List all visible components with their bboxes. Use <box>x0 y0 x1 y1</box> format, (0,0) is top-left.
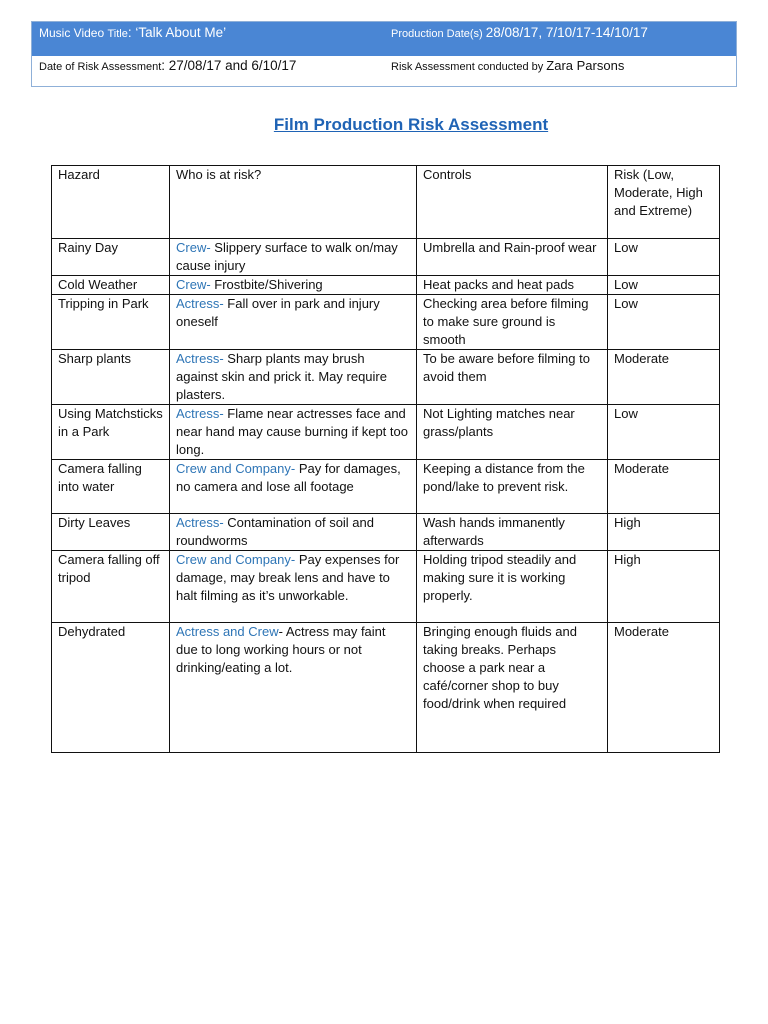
hazard-cell: Dirty Leaves <box>52 514 170 551</box>
who-label: Actress- <box>176 296 228 311</box>
hazard-cell: Camera falling off tripod <box>52 551 170 623</box>
who-label: Actress- <box>176 515 228 530</box>
hazard-cell: Using Matchsticks in a Park <box>52 405 170 460</box>
controls-cell: Bringing enough fluids and taking breaks. Perhaps choose a park near a café/corner shop to buy food/drink when required <box>417 623 608 753</box>
title-label: Music Video <box>39 26 108 40</box>
who-text: Pay for damages, no camera and lose all footage <box>176 461 401 494</box>
controls-cell: To be aware before filming to avoid them <box>417 350 608 405</box>
who-cell <box>170 460 417 514</box>
controls-cell: Umbrella and Rain-proof wear <box>417 239 608 276</box>
controls-cell: Keeping a distance from the pond/lake to prevent risk. <box>417 460 608 514</box>
who-cell <box>170 551 417 623</box>
who-cell <box>170 295 417 350</box>
table-row <box>52 350 720 405</box>
header-controls: Controls <box>417 166 608 239</box>
controls-cell: Heat packs and heat pads <box>417 276 608 295</box>
conducted-by <box>391 58 624 73</box>
conducted-value: Zara Parsons <box>546 58 625 73</box>
production-dates <box>391 25 648 40</box>
header-hazard: Hazard <box>52 166 170 239</box>
risk-cell: Low <box>608 239 720 276</box>
table-row <box>52 623 720 753</box>
who-cell <box>170 514 417 551</box>
who-text: Frostbite/Shivering <box>214 277 323 292</box>
conducted-label: Risk Assessment conducted by <box>391 61 547 73</box>
controls-cell: Holding tripod steadily and making sure it is working properly. <box>417 551 608 623</box>
music-video-title <box>39 25 226 40</box>
who-label: Crew and Company- <box>176 552 299 567</box>
document-title: Film Production Risk Assessment <box>273 115 549 134</box>
hazard-cell: Tripping in Park <box>52 295 170 350</box>
table-row <box>52 405 720 460</box>
table-row <box>52 551 720 623</box>
who-cell <box>170 405 417 460</box>
who-text: Fall over in park and injury oneself <box>176 296 380 329</box>
table-row <box>52 276 720 295</box>
production-label: Production Date(s) <box>391 28 486 40</box>
risk-cell: Low <box>608 276 720 295</box>
risk-cell: Low <box>608 295 720 350</box>
risk-table <box>51 165 720 753</box>
hazard-cell: Rainy Day <box>52 239 170 276</box>
header-who: Who is at risk? <box>170 166 417 239</box>
risk-cell: Low <box>608 405 720 460</box>
risk-cell: High <box>608 551 720 623</box>
controls-cell: Not Lighting matches near grass/plants <box>417 405 608 460</box>
controls-cell: Checking area before filming to make sure ground is smooth <box>417 295 608 350</box>
controls-cell: Wash hands immanently afterwards <box>417 514 608 551</box>
risk-cell: High <box>608 514 720 551</box>
who-cell <box>170 276 417 295</box>
who-label: Crew and Company- <box>176 461 299 476</box>
table-row <box>52 514 720 551</box>
who-text: - Actress may faint due to long working hours or not drinking/eating a lot. <box>176 624 386 675</box>
risk-cell: Moderate <box>608 623 720 753</box>
header-risk: Risk (Low, Moderate, High and Extreme) <box>608 166 720 239</box>
who-label: Actress- <box>176 406 228 421</box>
who-text: Flame near actresses face and near hand may cause burning if kept too long. <box>176 406 408 457</box>
hazard-cell: Cold Weather <box>52 276 170 295</box>
hazard-cell: Sharp plants <box>52 350 170 405</box>
production-value: 28/08/17, 7/10/17-14/10/17 <box>485 25 648 40</box>
who-label: Actress and Crew <box>176 624 279 639</box>
who-text: Slippery surface to walk on/may cause injury <box>176 240 398 273</box>
risk-cell: Moderate <box>608 460 720 514</box>
table-row <box>52 239 720 276</box>
risk-cell: Moderate <box>608 350 720 405</box>
who-text: Contamination of soil and roundworms <box>176 515 374 548</box>
table-header-row <box>52 166 720 239</box>
title-word: Title <box>107 28 128 40</box>
who-cell <box>170 239 417 276</box>
hazard-cell: Camera falling into water <box>52 460 170 514</box>
hazard-cell: Dehydrated <box>52 623 170 753</box>
assessment-date <box>39 58 296 73</box>
who-label: Actress- <box>176 351 228 366</box>
header-box <box>31 21 737 87</box>
date-value: : 27/08/17 and 6/10/17 <box>161 58 297 73</box>
who-label: Crew- <box>176 277 215 292</box>
who-cell <box>170 623 417 753</box>
who-label: Crew- <box>176 240 215 255</box>
date-label: Date of Risk Assessment <box>39 61 162 73</box>
title-value: : ‘Talk About Me’ <box>127 25 227 40</box>
table-row <box>52 295 720 350</box>
table-row <box>52 460 720 514</box>
who-cell <box>170 350 417 405</box>
who-text: Pay expenses for damage, may break lens and have to halt filming as it’s unworkable. <box>176 552 400 603</box>
who-text: Sharp plants may brush against skin and prick it. May require plasters. <box>176 351 387 402</box>
